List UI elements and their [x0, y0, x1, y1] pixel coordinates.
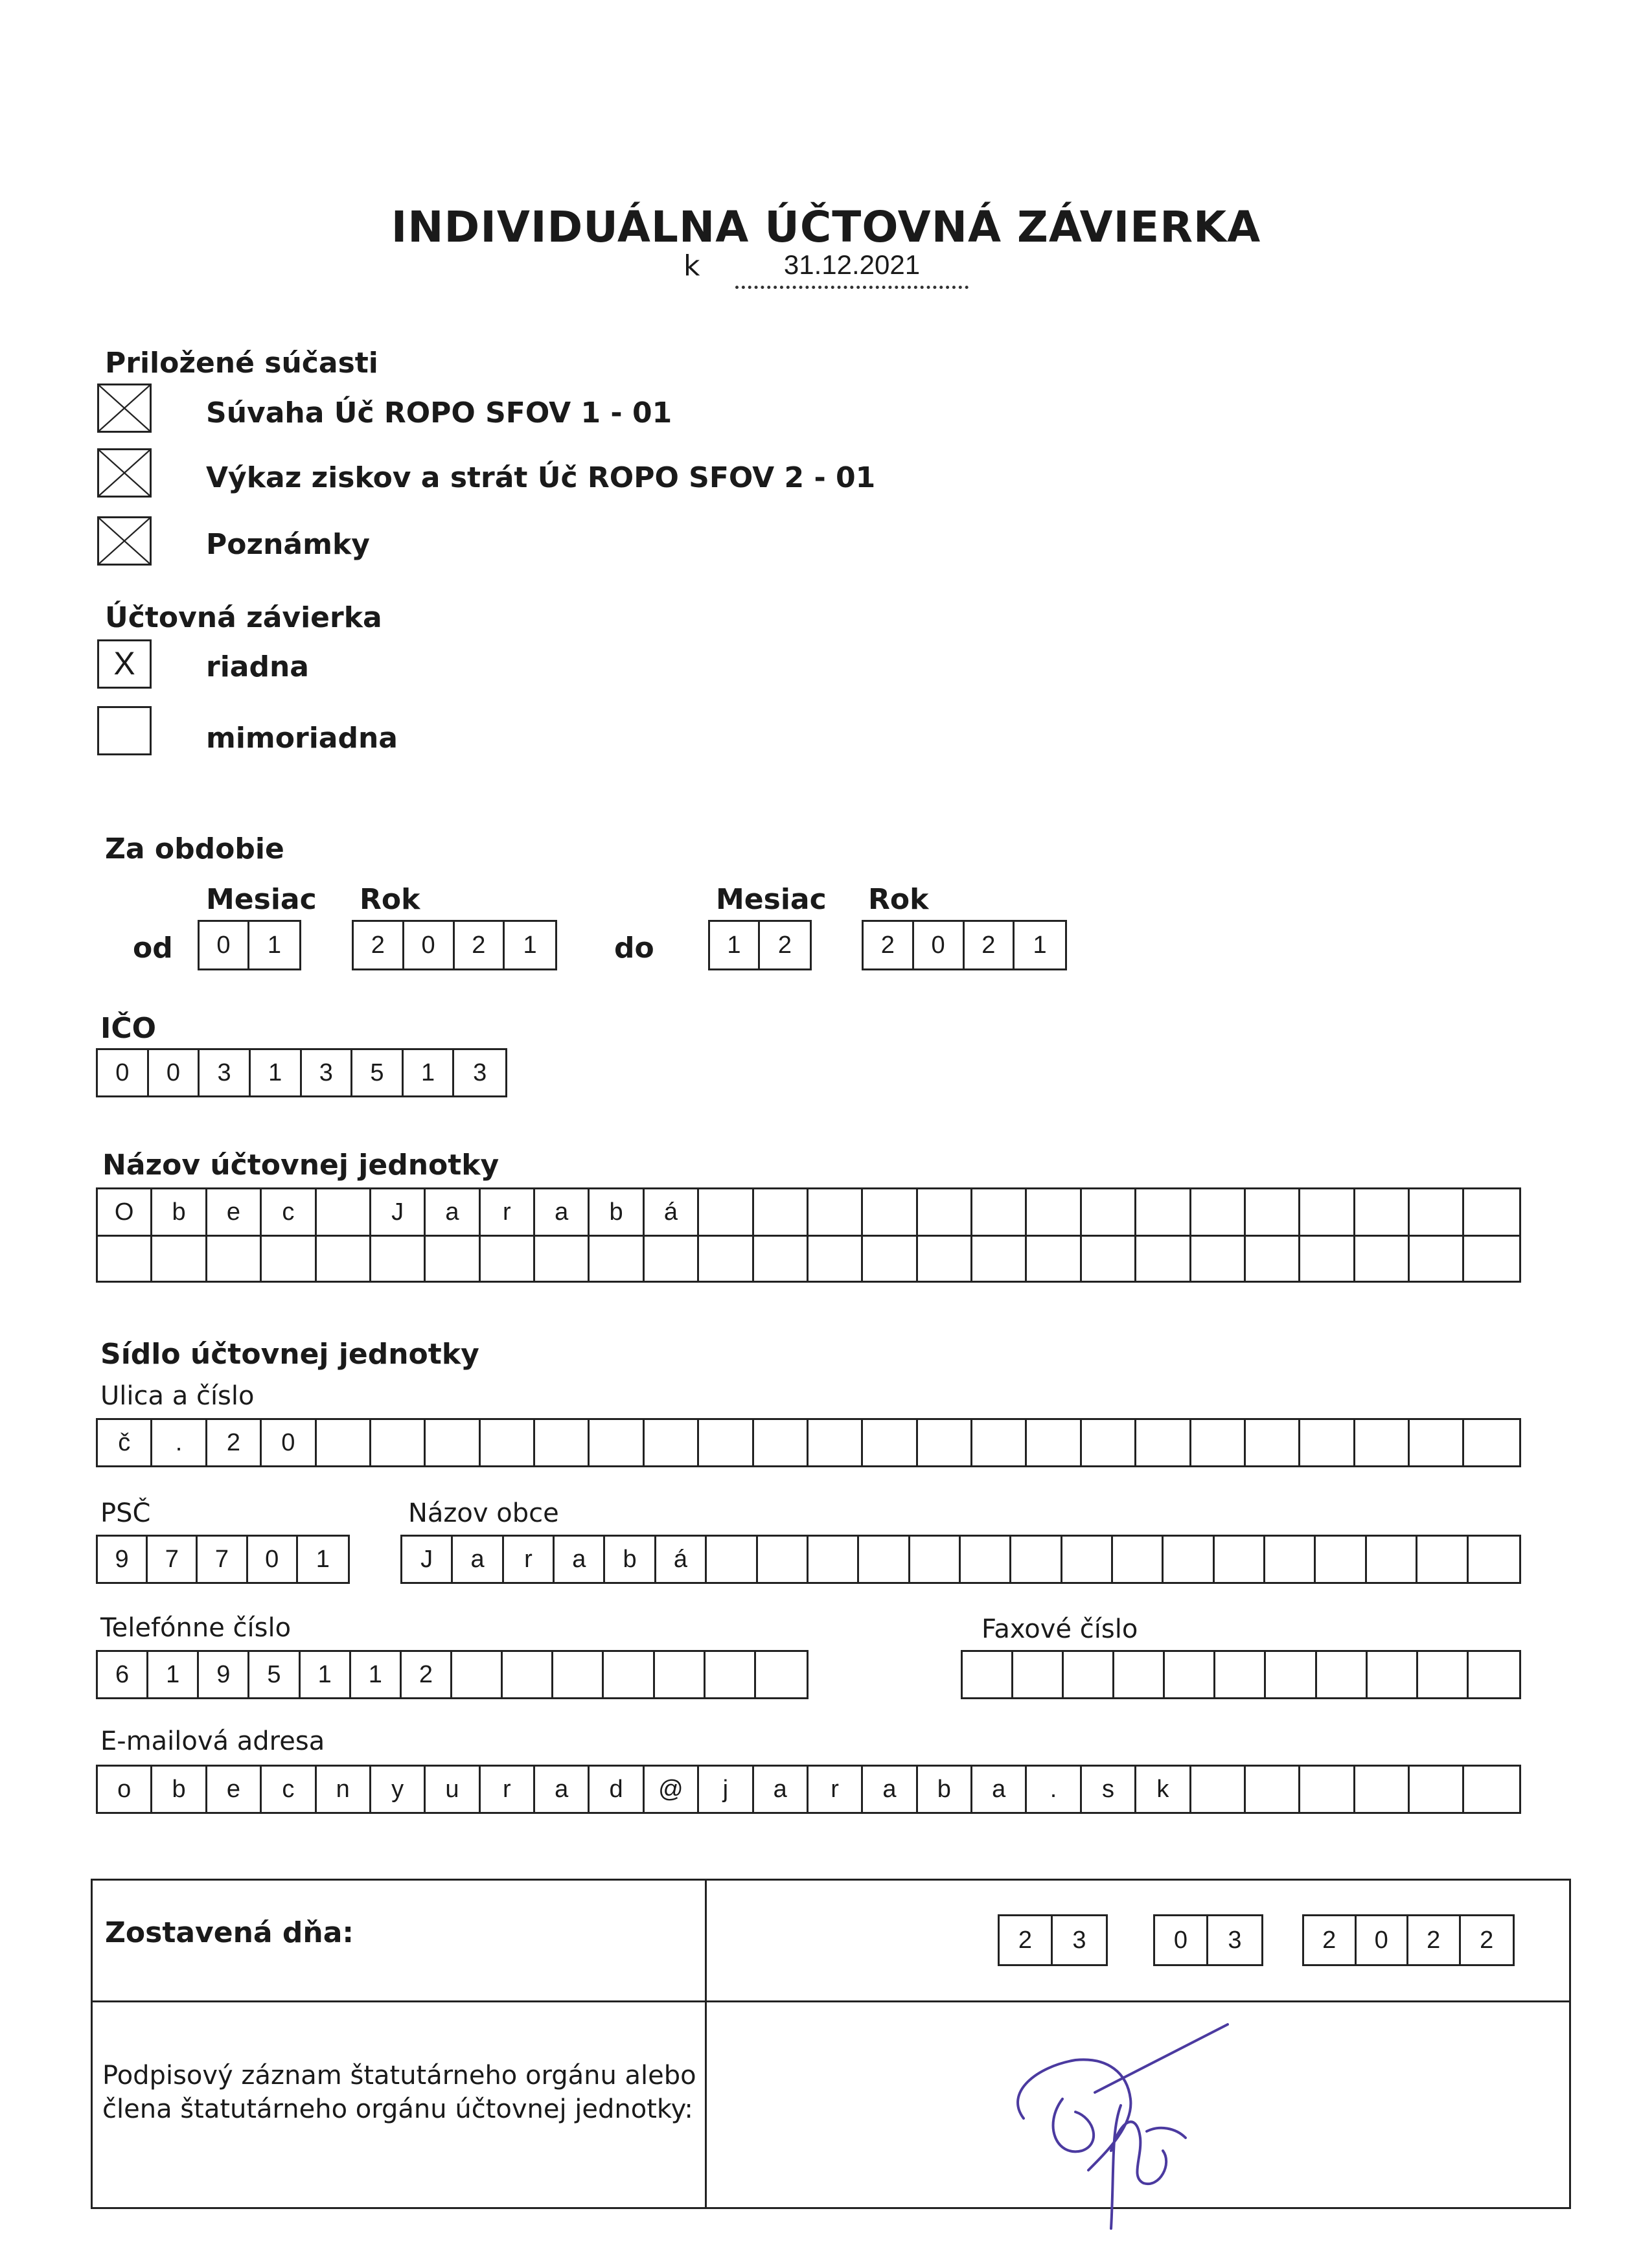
char-cell: a — [754, 1767, 809, 1812]
checkbox-riadna[interactable]: X — [97, 639, 152, 689]
char-cell: 5 — [352, 1050, 404, 1095]
char-cell — [1215, 1537, 1265, 1582]
char-cell — [371, 1235, 426, 1281]
label-mimoriadna: mimoriadna — [206, 722, 398, 755]
char-cell: b — [605, 1537, 656, 1582]
digit-cell: 0 — [404, 922, 455, 968]
char-cell — [481, 1235, 535, 1281]
char-cell: O — [98, 1189, 152, 1235]
char-cell — [699, 1235, 753, 1281]
char-cell — [754, 1235, 809, 1281]
char-cell: d — [590, 1767, 644, 1812]
char-cell — [1265, 1537, 1316, 1582]
signature-label-line-1: Podpisový záznam štatutárneho orgánu alebo — [102, 2061, 696, 2090]
char-cell — [1246, 1420, 1300, 1465]
char-cell: 0 — [248, 1537, 298, 1582]
to-year-field[interactable] — [862, 920, 1067, 970]
signature-label-line-2: člena štatutárneho orgánu účtovnej jednotky: — [102, 2094, 693, 2124]
char-cell: 1 — [351, 1652, 402, 1697]
char-cell — [655, 1652, 706, 1697]
to-year-label: Rok — [868, 883, 929, 916]
char-cell — [1367, 1537, 1417, 1582]
char-cell — [1013, 1652, 1064, 1697]
char-cell: 1 — [315, 1545, 330, 1573]
char-cell — [1300, 1189, 1355, 1235]
char-cell — [262, 1235, 316, 1281]
char-cell: a — [555, 1537, 605, 1582]
digit-cell: 3 — [1072, 1926, 1086, 1954]
char-cell — [1113, 1537, 1164, 1582]
char-cell: a — [453, 1537, 503, 1582]
digit-cell: 2 — [864, 922, 914, 968]
char-cell — [1165, 1652, 1215, 1697]
char-cell — [1418, 1652, 1469, 1697]
phone-field[interactable] — [96, 1650, 809, 1699]
char-cell: 0 — [262, 1420, 316, 1465]
char-cell — [1410, 1420, 1464, 1465]
char-cell — [1464, 1235, 1519, 1281]
char-cell — [1027, 1189, 1081, 1235]
char-cell: 1 — [251, 1050, 302, 1095]
digit-cell: 2 — [1000, 1916, 1053, 1964]
char-cell — [1464, 1767, 1519, 1812]
char-cell — [1300, 1767, 1355, 1812]
digit-cell: 2 — [1408, 1916, 1461, 1964]
char-cell: r — [504, 1537, 555, 1582]
char-cell — [645, 1420, 699, 1465]
table-divider — [91, 2000, 1571, 2002]
psc-field[interactable] — [96, 1535, 350, 1584]
char-cell: a — [535, 1189, 590, 1235]
char-cell — [1114, 1652, 1165, 1697]
from-year-label: Rok — [360, 883, 420, 916]
char-cell — [972, 1420, 1027, 1465]
char-cell — [1191, 1189, 1246, 1235]
char-cell — [706, 1652, 756, 1697]
statement-date[interactable]: 31.12.2021 — [735, 249, 969, 289]
char-cell — [1355, 1235, 1410, 1281]
fax-field[interactable] — [961, 1650, 1521, 1699]
digit-cell: 2 — [777, 931, 792, 959]
attachment-checkbox-poznamky[interactable] — [97, 516, 152, 566]
char-cell — [207, 1235, 262, 1281]
statement-type-heading: Účtovná závierka — [105, 601, 382, 634]
compiled-day-field[interactable] — [998, 1914, 1108, 1966]
period-heading: Za obdobie — [105, 832, 284, 865]
entity-name-row-1[interactable] — [96, 1187, 1521, 1237]
email-field[interactable] — [96, 1765, 1521, 1814]
char-cell — [1215, 1652, 1266, 1697]
date-prefix: k — [683, 249, 700, 282]
char-cell — [1246, 1767, 1300, 1812]
char-cell: J — [371, 1189, 426, 1235]
char-cell — [1317, 1652, 1368, 1697]
char-cell: a — [863, 1767, 917, 1812]
entity-name-label: Názov účtovnej jednotky — [102, 1149, 499, 1182]
char-cell: 7 — [198, 1537, 247, 1582]
digit-cell: 0 — [1357, 1916, 1409, 1964]
digit-cell: 0 — [200, 922, 249, 968]
digit-cell: 2 — [1480, 1926, 1494, 1954]
char-cell — [1062, 1537, 1113, 1582]
attachment-checkbox-vykaz[interactable] — [97, 448, 152, 498]
char-cell: č — [98, 1420, 152, 1465]
char-cell: 0 — [98, 1050, 149, 1095]
char-cell — [1266, 1652, 1316, 1697]
char-cell — [863, 1420, 917, 1465]
char-cell — [859, 1537, 910, 1582]
char-cell — [699, 1189, 753, 1235]
char-cell: 7 — [148, 1537, 198, 1582]
char-cell — [754, 1420, 809, 1465]
attachment-label-poznamky: Poznámky — [206, 528, 370, 561]
checkbox-mimoriadna[interactable] — [97, 706, 152, 755]
char-cell: á — [656, 1537, 707, 1582]
char-cell — [1082, 1420, 1136, 1465]
attachment-label-vykaz: Výkaz ziskov a strát Úč ROPO SFOV 2 - 01 — [206, 461, 876, 494]
char-cell: @ — [645, 1767, 699, 1812]
attachment-checkbox-suvaha[interactable] — [97, 384, 152, 433]
char-cell — [590, 1420, 644, 1465]
char-cell: r — [481, 1767, 535, 1812]
char-cell — [1410, 1235, 1464, 1281]
char-cell: c — [262, 1189, 316, 1235]
to-month-field[interactable] — [708, 920, 812, 970]
char-cell: u — [426, 1767, 480, 1812]
char-cell — [961, 1537, 1011, 1582]
char-cell — [758, 1537, 809, 1582]
char-cell: k — [1136, 1767, 1191, 1812]
char-cell: . — [1027, 1767, 1081, 1812]
x-mark-icon — [99, 450, 150, 496]
char-cell: r — [481, 1189, 535, 1235]
to-label: do — [614, 932, 654, 965]
char-cell: 3 — [473, 1059, 487, 1086]
char-cell: 1 — [148, 1652, 199, 1697]
char-cell — [452, 1652, 503, 1697]
char-cell — [754, 1189, 809, 1235]
char-cell — [1191, 1767, 1246, 1812]
char-cell — [1410, 1767, 1464, 1812]
char-cell — [426, 1420, 480, 1465]
signature-label — [102, 2059, 696, 2126]
char-cell — [535, 1420, 590, 1465]
x-mark-icon — [99, 385, 150, 431]
compiled-year-field[interactable] — [1302, 1914, 1515, 1966]
char-cell — [809, 1189, 863, 1235]
char-cell — [918, 1189, 972, 1235]
char-cell — [1082, 1235, 1136, 1281]
char-cell — [317, 1189, 371, 1235]
to-month-label: Mesiac — [716, 883, 827, 916]
char-cell — [604, 1652, 654, 1697]
char-cell: J — [402, 1537, 453, 1582]
char-cell — [918, 1235, 972, 1281]
char-cell — [1417, 1537, 1468, 1582]
char-cell — [1464, 1420, 1519, 1465]
digit-cell: 2 — [455, 922, 505, 968]
digit-cell: 3 — [1228, 1926, 1242, 1954]
entity-name-row-2[interactable] — [96, 1235, 1521, 1283]
fax-label: Faxové číslo — [981, 1614, 1138, 1644]
char-cell — [553, 1652, 604, 1697]
digit-cell: 2 — [354, 922, 404, 968]
char-cell — [707, 1537, 757, 1582]
char-cell — [1064, 1652, 1114, 1697]
char-cell: 1 — [404, 1050, 455, 1095]
char-cell: b — [918, 1767, 972, 1812]
char-cell — [1246, 1235, 1300, 1281]
char-cell — [1355, 1189, 1410, 1235]
char-cell — [1136, 1235, 1191, 1281]
char-cell: e — [207, 1189, 262, 1235]
char-cell — [1164, 1537, 1214, 1582]
char-cell — [645, 1235, 699, 1281]
x-mark-icon — [99, 518, 150, 564]
digit-cell: 2 — [965, 922, 1015, 968]
char-cell: o — [98, 1767, 152, 1812]
char-cell — [963, 1652, 1013, 1697]
char-cell — [152, 1235, 207, 1281]
from-year-field[interactable] — [352, 920, 557, 970]
char-cell: e — [207, 1767, 262, 1812]
attachments-heading: Priložené súčasti — [105, 347, 378, 380]
char-cell: 9 — [98, 1537, 148, 1582]
char-cell — [1027, 1235, 1081, 1281]
char-cell — [503, 1652, 553, 1697]
from-month-field[interactable] — [198, 920, 301, 970]
char-cell: a — [426, 1189, 480, 1235]
char-cell — [1368, 1652, 1418, 1697]
char-cell: b — [152, 1189, 207, 1235]
char-cell: 2 — [207, 1420, 262, 1465]
char-cell: n — [317, 1767, 371, 1812]
digit-cell: 0 — [914, 922, 965, 968]
char-cell: c — [262, 1767, 316, 1812]
digit-cell: 1 — [267, 931, 282, 959]
char-cell: s — [1082, 1767, 1136, 1812]
town-label: Názov obce — [408, 1498, 559, 1528]
char-cell — [1191, 1420, 1246, 1465]
char-cell: 0 — [149, 1050, 200, 1095]
char-cell — [371, 1420, 426, 1465]
town-field[interactable] — [400, 1535, 1521, 1584]
char-cell: 1 — [301, 1652, 351, 1697]
char-cell — [481, 1420, 535, 1465]
digit-cell: 0 — [1155, 1916, 1208, 1964]
char-cell — [1300, 1420, 1355, 1465]
char-cell — [1355, 1420, 1410, 1465]
char-cell: 5 — [249, 1652, 300, 1697]
char-cell — [1011, 1537, 1062, 1582]
email-label: E-mailová adresa — [100, 1726, 325, 1756]
char-cell: y — [371, 1767, 426, 1812]
ico-label: IČO — [100, 1012, 157, 1045]
char-cell: b — [590, 1189, 644, 1235]
char-cell: j — [699, 1767, 753, 1812]
char-cell — [1355, 1767, 1410, 1812]
phone-label: Telefónne číslo — [100, 1613, 292, 1643]
digit-cell: 1 — [523, 931, 537, 959]
char-cell — [1246, 1189, 1300, 1235]
char-cell — [972, 1235, 1027, 1281]
seat-label: Sídlo účtovnej jednotky — [100, 1338, 479, 1371]
char-cell: 2 — [402, 1652, 452, 1697]
char-cell: 3 — [302, 1050, 353, 1095]
compiled-month-field[interactable] — [1153, 1914, 1263, 1966]
char-cell: a — [972, 1767, 1027, 1812]
char-cell — [1027, 1420, 1081, 1465]
char-cell — [1469, 1652, 1519, 1697]
char-cell: á — [645, 1189, 699, 1235]
char-cell — [1136, 1420, 1191, 1465]
char-cell — [910, 1537, 961, 1582]
char-cell — [590, 1235, 644, 1281]
street-label: Ulica a číslo — [100, 1381, 255, 1411]
char-cell — [98, 1235, 152, 1281]
compiled-label: Zostavená dňa: — [105, 1916, 354, 1949]
char-cell — [756, 1652, 807, 1697]
char-cell — [1191, 1235, 1246, 1281]
char-cell — [809, 1537, 859, 1582]
char-cell: . — [152, 1420, 207, 1465]
char-cell: b — [152, 1767, 207, 1812]
char-cell: 3 — [200, 1050, 251, 1095]
char-cell — [1082, 1189, 1136, 1235]
char-cell — [863, 1235, 917, 1281]
from-label: od — [133, 932, 173, 965]
char-cell — [972, 1189, 1027, 1235]
char-cell — [317, 1420, 371, 1465]
street-field[interactable] — [96, 1418, 1521, 1467]
char-cell: 6 — [98, 1652, 148, 1697]
char-cell — [1464, 1189, 1519, 1235]
handwritten-signature — [998, 2021, 1244, 2241]
char-cell — [699, 1420, 753, 1465]
psc-label: PSČ — [100, 1498, 151, 1528]
char-cell — [1300, 1235, 1355, 1281]
char-cell — [809, 1235, 863, 1281]
char-cell — [1136, 1189, 1191, 1235]
char-cell — [918, 1420, 972, 1465]
digit-cell: 2 — [1304, 1916, 1357, 1964]
from-month-label: Mesiac — [206, 883, 317, 916]
char-cell — [863, 1189, 917, 1235]
digit-cell: 1 — [1033, 931, 1047, 959]
char-cell: a — [535, 1767, 590, 1812]
document-title: INDIVIDUÁLNA ÚČTOVNÁ ZÁVIERKA — [391, 202, 1261, 252]
ico-field[interactable] — [96, 1048, 507, 1097]
char-cell — [535, 1235, 590, 1281]
char-cell: r — [809, 1767, 863, 1812]
label-riadna: riadna — [206, 650, 309, 683]
char-cell — [1316, 1537, 1366, 1582]
char-cell: 9 — [199, 1652, 249, 1697]
attachment-label-suvaha: Súvaha Úč ROPO SFOV 1 - 01 — [206, 396, 672, 430]
table-divider — [705, 1879, 707, 2209]
char-cell — [317, 1235, 371, 1281]
char-cell — [1410, 1189, 1464, 1235]
char-cell — [809, 1420, 863, 1465]
char-cell — [1469, 1537, 1519, 1582]
digit-cell: 1 — [710, 922, 760, 968]
char-cell — [426, 1235, 480, 1281]
